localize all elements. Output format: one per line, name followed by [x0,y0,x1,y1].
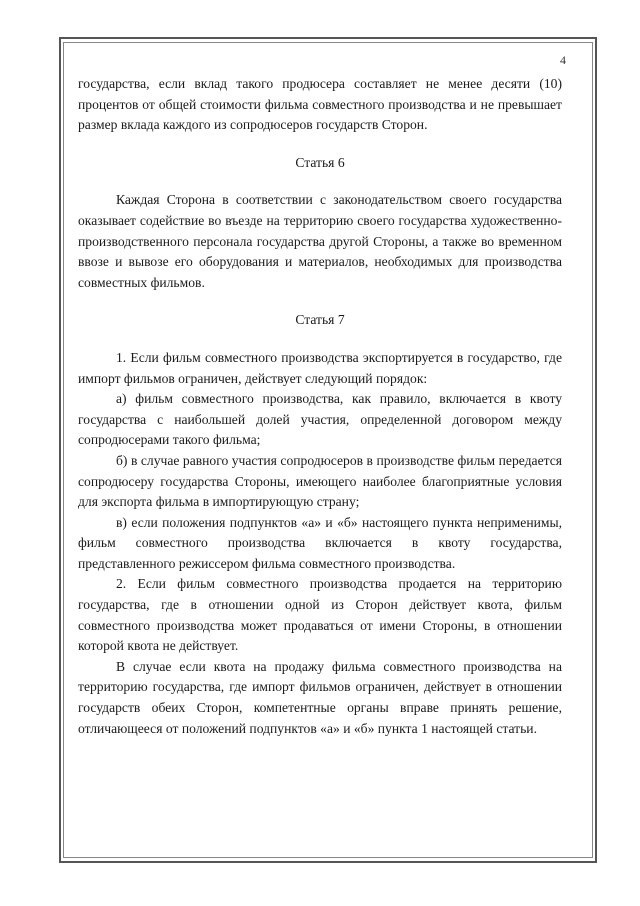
article-7-clause-1: 1. Если фильм совместного производства экспортируется в государство, где импорт фильмов ограничен, действует следующий порядок: [78,349,562,386]
article-7-subclause-b: б) в случае равного участия сопродюсеров в производстве фильм передается сопродюсеру государства Стороны, имеющего наиболее благоприятные условия для экспорта фильма в импортирующую страну; [78,452,562,510]
article-7-clause-2: 2. Если фильм совместного производства продается на территорию государства, где в отношении одной из Сторон действует квота, фильм совместного производства может продаваться от имени Стороны, в отношении которой квота не действует. [78,576,562,654]
paragraph-continuation: государства, если вклад такого продюсера составляет не менее десяти (10) процентов от общей стоимости фильма совместного производства и не превышает размер вклада каждого из сопродюсеров государств Сторон. [78,76,562,133]
article-7-subclause-a: а) фильм совместного производства, как правило, включается в квоту государства с наибольшей долей участия, определенной договором между сопродюсерами такого фильма; [78,391,562,448]
page-number: 4 [560,53,566,67]
article-6-paragraph: Каждая Сторона в соответствии с законодательством своего государства оказывает содействие во въезде на территорию своего государства художественно-производственного персонала государства другой Стороны, а также во временном ввозе и вывозе его оборудования и материалов, необходимых для производства совместных фильмов. [78,192,562,290]
article-7-subclause-v: в) если положения подпунктов «а» и «б» настоящего пункта неприменимы, фильм совместного производства включается в квоту государства, представленного режиссером фильма совместного производства. [78,514,562,571]
article-6-heading: Статья 6 [295,154,345,170]
document-body [78,74,562,739]
article-7-closing-paragraph: В случае если квота на продажу фильма совместного производства на территорию государства, где импорт фильмов ограничен, действует в отношении государств обеих Сторон, компетентные органы вправе принять решение, отличающееся от положений подпунктов «а» и «б» пункта 1 настоящей статьи. [78,658,562,736]
article-7-heading: Статья 7 [295,312,345,328]
